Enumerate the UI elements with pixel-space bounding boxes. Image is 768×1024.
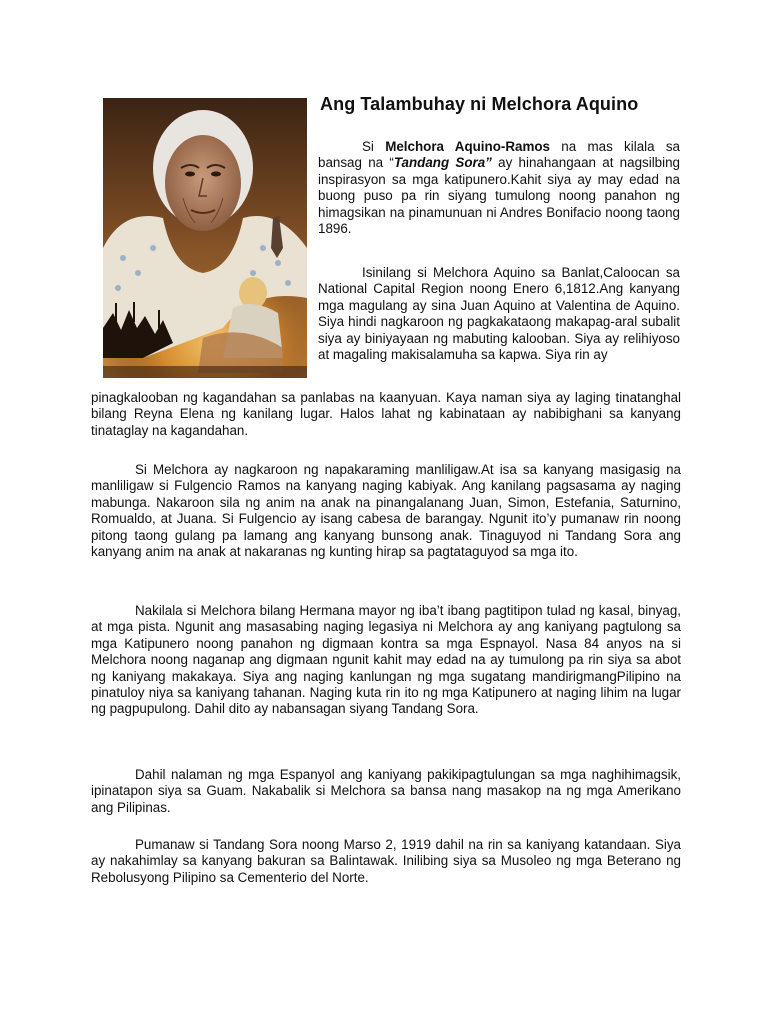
paragraph-legacy: Nakilala si Melchora bilang Hermana mayor ng iba’t ibang pagtitipon tulad ng kasal, binyag, at mga pista. Ngunit ang masasabing naging legasiya ni Melchora ay ang kaniyang pagtulong sa mga Katipunero noong panahon ng digmaan kontra sa mga Espnayol. Nasa 84 anyos na si Melchora noong naganap ang digmaan ngunit kahit may edad na ay tumulong pa rin siya sa abot ng kaniyang makakaya. Siya ang naging kanlungan ng mga sugatang mandirigmangPilipino na pinatuloy niya sa kaniyang tahanan. Naging kuta rin ito ng mga Katipunero at naging lihim na lugar ng pagpupulong. Dahil dito ay nabansagan siyang Tandang Sora.: [91, 603, 681, 717]
paragraph-family: Si Melchora ay nagkaroon ng napakaraming manliligaw.At isa sa kanyang masigasig na manliligaw si Fulgencio Ramos na kanyang naging kabiyak. Ang kanilang pagsasama ay naging mabunga. Nakaroon sila ng anim na anak na pinangalanang Juan, Simon, Estefania, Saturnino, Romualdo, at Juana. Si Fulgencio ay isang cabesa de barangay. Ngunit ito’y pumanaw rin noong pitong taong gulang pa lamang ang kanyang bunsong anak. Tinaguyod ni Tandang Sora ang kanyang anim na anak at nakaranas ng kunting hirap sa pagtataguyod sa mga ito.: [91, 462, 681, 560]
intro-prefix: Si: [362, 139, 386, 154]
subject-name: Melchora Aquino-Ramos: [385, 139, 550, 154]
paragraph-birth-continued: pinagkalooban ng kagandahan sa panlabas na kaanyuan. Kaya naman siya ay laging tinatanghal bilang Reyna Elena ng kanilang lugar. Halos lahat ng kabinataan ay nabibighani sa kanyang tinataglay na kagandahan.: [91, 390, 681, 438]
portrait-illustration: [103, 98, 307, 378]
intro-rest: ay hinahangaan at nagsilbing inspirasyon sa mga katipunero.Kahit siya ay may edad na buong puso pa rin siyang tumulong noong panahon ng himagsikan na pinamunuan ni Andres Bonifacio noong taong 1896.: [318, 155, 680, 237]
tandang-sora-painting: [103, 98, 307, 378]
paragraph-death: Pumanaw si Tandang Sora noong Marso 2, 1919 dahil na rin sa kaniyang katandaan. Siya ay nakahimlay sa kanyang bakuran sa Balintawak. Inilibing siya sa Musoleo ng mga Beterano ng Rebolusyong Pilipino sa Cementerio del Norte.: [91, 837, 681, 885]
paragraph-birth-column: Isinilang si Melchora Aquino sa Banlat,Caloocan sa National Capital Region noong Enero 6,1812.Ang kanyang mga magulang ay sina Juan Aquino at Valentina de Aquino. Siya hindi nagkaroon ng pagkakataong makapag-aral subalit siya ay biniyayaan ng mabuting kalooban. Siya ay relihiyoso at magaling makisalamuha sa kapwa. Siya rin ay: [318, 265, 680, 363]
paragraph-intro: [318, 139, 680, 237]
document-title: Ang Talambuhay ni Melchora Aquino: [320, 94, 639, 114]
intro-mid: na mas kilala sa bansag na “: [318, 139, 680, 171]
subject-nickname: Tandang Sora”: [393, 155, 492, 171]
paragraph-exile: Dahil nalaman ng mga Espanyol ang kaniyang pakikipagtulungan sa mga naghihimagsik, ipinatapon siya sa Guam. Nakabalik si Melchora sa bansa nang masakop na ng mga Amerikano ang Pilipinas.: [91, 767, 681, 815]
